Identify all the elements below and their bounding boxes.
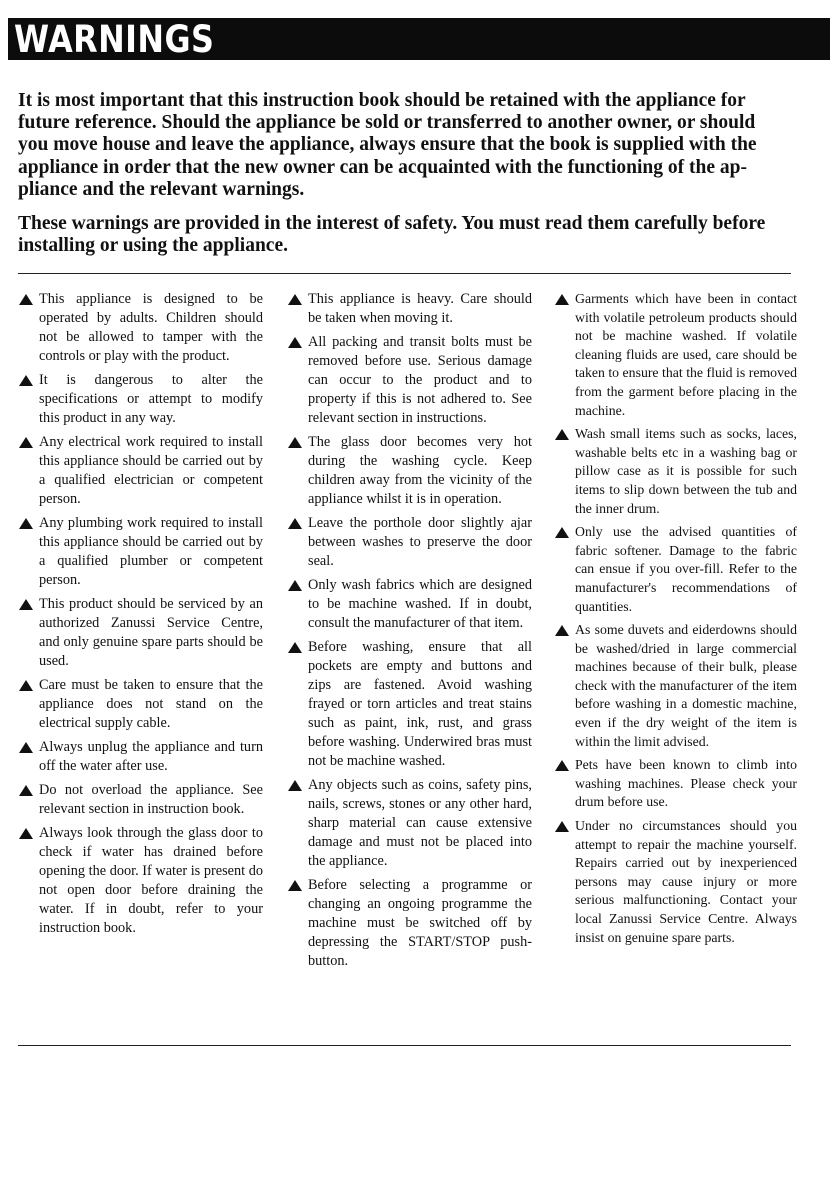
warning-text: Under no circumstances should you attempt to repair the machine yourself. Repairs carried out by inexperienced persons may cause injury or more serious malfunctioning. Contact your local Zanussi Service Centre. Always insist on genuine spare parts. [575,818,797,945]
warning-text: Any plumbing work required to install this appliance should be carried out by a qualified plumber or competent person. [39,515,263,588]
warning-item [18,290,263,366]
top-divider [18,273,791,274]
warning-item [554,290,797,420]
warning-triangle-icon [19,828,33,839]
warning-triangle-icon [555,625,569,636]
warning-text: The glass door becomes very hot during the washing cycle. Keep children away from the vicinity of the appliance whilst it is in operation. [308,434,532,507]
warning-triangle-icon [19,785,33,796]
warning-triangle-icon [288,642,302,653]
warning-text: Wash small items such as socks, laces, washable belts etc in a washing bag or pillow case as it is possible for such items to slip down between the tub and the inner drum. [575,426,797,516]
warnings-list [554,290,797,947]
warning-item [554,756,797,812]
warning-triangle-icon [19,742,33,753]
warning-triangle-icon [555,760,569,771]
warning-item [287,333,532,428]
warning-item [18,738,263,776]
warnings-list [18,290,263,938]
warning-text: Before washing, ensure that all pockets are empty and buttons and zips are fastened. Avoid washing frayed or torn articles and treat stains such as paint, ink, rust, and grass before washing. Underwired bras must not be machine washed. [308,639,532,769]
warning-triangle-icon [19,599,33,610]
warning-text: As some duvets and eiderdowns should be washed/dried in large commercial machines because of their bulk, please check with the manufacturer of the item before washing in a domestic machine, even if the dry weight of the item is within the limit advised. [575,622,797,749]
warning-item [287,290,532,328]
warning-item [554,817,797,947]
header-bar [8,18,830,60]
warnings-list [287,290,532,971]
warning-text: This appliance is designed to be operated by adults. Children should not be allowed to tamper with the controls or play with the product. [39,291,263,364]
warning-triangle-icon [288,518,302,529]
warning-item [554,425,797,518]
page-title: WARNINGS [14,18,215,61]
warning-triangle-icon [288,294,302,305]
warning-text: This product should be serviced by an authorized Zanussi Service Centre, and only genuine spare parts should be used. [39,596,263,669]
warnings-column-1 [18,290,263,943]
warning-triangle-icon [288,580,302,591]
warning-item [287,876,532,971]
warning-item [287,638,532,771]
warning-text: It is dangerous to alter the specifications or attempt to modify this product in any way. [39,372,263,426]
warning-text: Care must be taken to ensure that the appliance does not stand on the electrical supply cable. [39,677,263,731]
warning-text: Garments which have been in contact with volatile petroleum products should not be machine washed. If volatile cleaning fluids are used, care should be taken to ensure that the fluid is removed from the garment before placing in the machine. [575,291,797,418]
warning-text: This appliance is heavy. Care should be taken when moving it. [308,291,532,326]
warning-text: Any electrical work required to install this appliance should be carried out by a qualified electrician or competent person. [39,434,263,507]
warning-item [18,371,263,428]
warning-item [554,621,797,751]
warning-item [18,595,263,671]
warning-text: Always look through the glass door to check if water has drained before opening the door. If water is present do not open door before draining the water. If in doubt, refer to your instruction book. [39,825,263,936]
warning-item [18,781,263,819]
warning-text: Leave the porthole door slightly ajar between washes to preserve the door seal. [308,515,532,569]
warning-triangle-icon [19,518,33,529]
warning-text: Only use the advised quantities of fabric softener. Damage to the fabric can ensue if you over-fill. Refer to the manufacturer's recommendations of quantities. [575,524,797,614]
warning-text: All packing and transit bolts must be removed before use. Serious damage can occur to the product and to property if this is not adhered to. See relevant section in instructions. [308,334,532,426]
warning-triangle-icon [19,680,33,691]
warning-triangle-icon [555,821,569,832]
warnings-column-3 [554,290,797,952]
warning-triangle-icon [288,437,302,448]
warning-triangle-icon [555,429,569,440]
safety-notice-paragraph: These warnings are provided in the interest of safety. You must read them carefully before installing or using the appliance. [18,213,766,257]
warning-item [18,676,263,733]
warning-triangle-icon [555,527,569,538]
warning-triangle-icon [19,375,33,386]
warning-text: Before selecting a programme or changing an ongoing programme the machine must be switched off by depressing the START/STOP push-button. [308,877,532,969]
warning-item [287,514,532,571]
warning-triangle-icon [555,294,569,305]
warning-item [18,433,263,509]
warning-text: Pets have been known to climb into washing machines. Please check your drum before use. [575,757,797,810]
warnings-column-2 [287,290,532,976]
intro-paragraph: It is most important that this instruction book should be retained with the appliance for future reference. Should the appliance be sold or transferred to another owner, or should you move house and leave the appliance, always ensure that the book is supplied with the appliance in order that the new owner can be acquainted with the functioning of the ap-pliance and the relevant warnings. [18,90,757,200]
warning-text: Do not overload the appliance. See relevant section in instruction book. [39,782,263,817]
warning-item [18,514,263,590]
warning-text: Always unplug the appliance and turn off the water after use. [39,739,263,774]
warning-item [18,824,263,938]
warning-triangle-icon [288,337,302,348]
warning-item [287,433,532,509]
warning-triangle-icon [19,437,33,448]
bottom-divider [18,1045,791,1046]
warning-text: Any objects such as coins, safety pins, nails, screws, stones or any other hard, sharp material can cause extensive damage and must not be placed into the appliance. [308,777,532,869]
warning-triangle-icon [288,780,302,791]
warning-triangle-icon [19,294,33,305]
warning-triangle-icon [288,880,302,891]
warning-item [287,776,532,871]
warning-text: Only wash fabrics which are designed to be machine washed. If in doubt, consult the manufacturer of that item. [308,577,532,631]
warning-item [554,523,797,616]
warning-item [287,576,532,633]
